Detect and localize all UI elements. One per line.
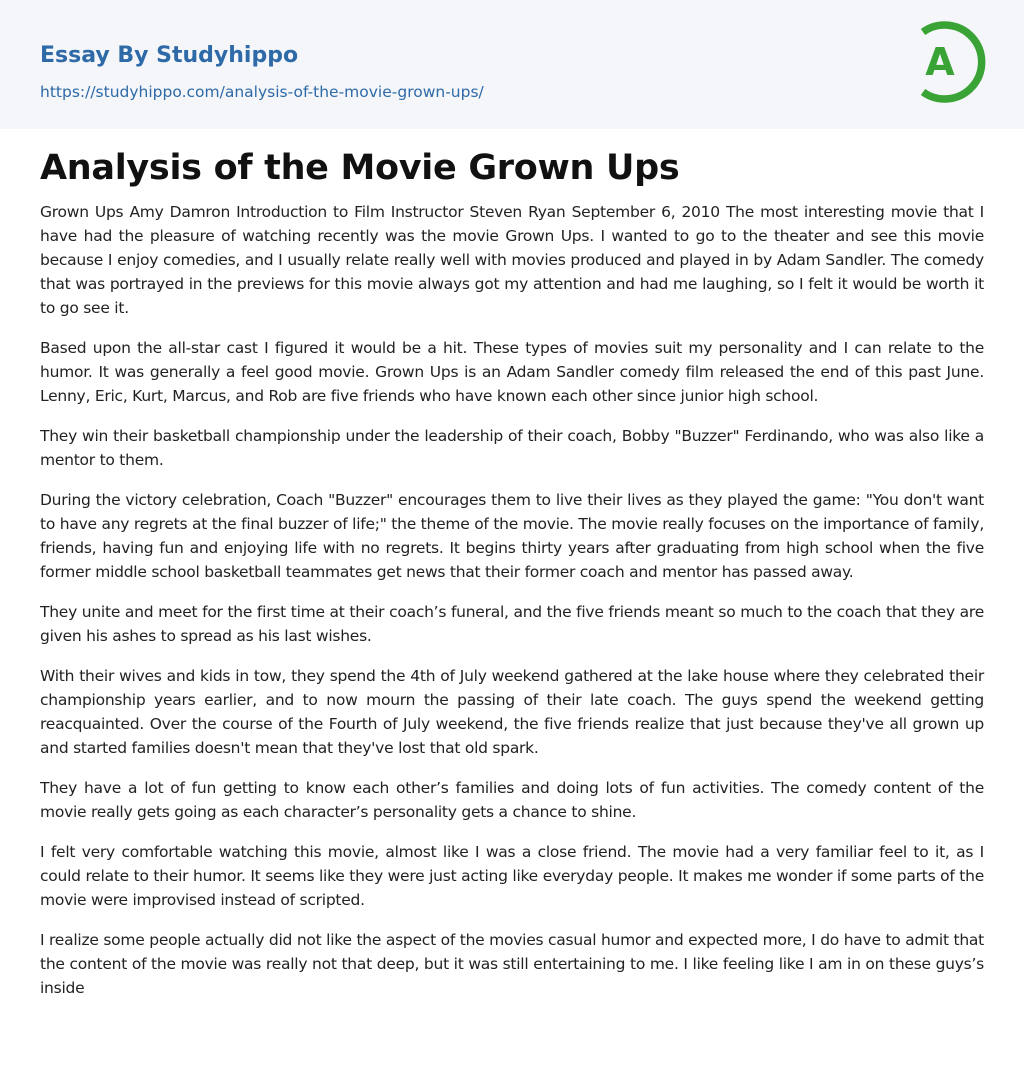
essay-body <box>40 200 984 1016</box>
paragraph: During the victory celebration, Coach "Buzzer" encourages them to live their lives as they played the game: "You don't want to have any regrets at the final buzzer of life;" the theme of the movie. The movie really focuses on the importance of family, friends, having fun and enjoying life with no regrets. It begins thirty years after graduating from high school when the five former middle school basketball teammates get news that their former coach and mentor has passed away. <box>40 491 984 581</box>
brand-title[interactable]: Essay By Studyhippo <box>40 43 299 68</box>
paragraph: I realize some people actually did not like the aspect of the movies casual humor and expected more, I do have to admit that the content of the movie was really not that deep, but it was still entertaining to me. I like feeling like I am in on these guys’s inside <box>40 931 984 997</box>
paragraph: With their wives and kids in tow, they spend the 4th of July weekend gathered at the lake house where they celebrated their championship years earlier, and to now mourn the passing of their late coach. The guys spend the weekend getting reacquainted. Over the course of the Fourth of July weekend, the five friends realize that just because they've all grown up and started families doesn't mean that they've lost that old spark. <box>40 667 984 757</box>
site-header <box>0 0 1024 129</box>
paragraph: I felt very comfortable watching this movie, almost like I was a close friend. The movie had a very familiar feel to it, as I could relate to their humor. It seems like they were just acting like everyday people. It makes me wonder if some parts of the movie were improvised instead of scripted. <box>40 843 984 909</box>
paragraph: They unite and meet for the first time at their coach’s funeral, and the five friends meant so much to the coach that they are given his ashes to spread as his last wishes. <box>40 603 984 645</box>
paragraph: Grown Ups Amy Damron Introduction to Film Instructor Steven Ryan September 6, 2010 The most interesting movie that I have had the pleasure of watching recently was the movie Grown Ups. I wanted to go to the theater and see this movie because I enjoy comedies, and I usually relate really well with movies produced and played in by Adam Sandler. The comedy that was portrayed in the previews for this movie always got my attention and had me laughing, so I felt it would be worth it to go see it. <box>40 203 984 317</box>
source-url-link[interactable]: https://studyhippo.com/analysis-of-the-movie-grown-ups/ <box>40 83 484 101</box>
studyhippo-logo-icon[interactable] <box>913 18 987 106</box>
paragraph: They have a lot of fun getting to know each other’s families and doing lots of fun activities. The comedy content of the movie really gets going as each character’s personality gets a chance to shine. <box>40 779 984 821</box>
page-title: Analysis of the Movie Grown Ups <box>40 148 680 188</box>
paragraph: They win their basketball championship under the leadership of their coach, Bobby "Buzzer" Ferdinando, who was also like a mentor to them. <box>40 427 984 469</box>
paragraph: Based upon the all-star cast I figured it would be a hit. These types of movies suit my personality and I can relate to the humor. It was generally a feel good movie. Grown Ups is an Adam Sandler comedy film released the end of this past June. Lenny, Eric, Kurt, Marcus, and Rob are five friends who have known each other since junior high school. <box>40 339 984 405</box>
logo-letter: A <box>925 40 955 84</box>
